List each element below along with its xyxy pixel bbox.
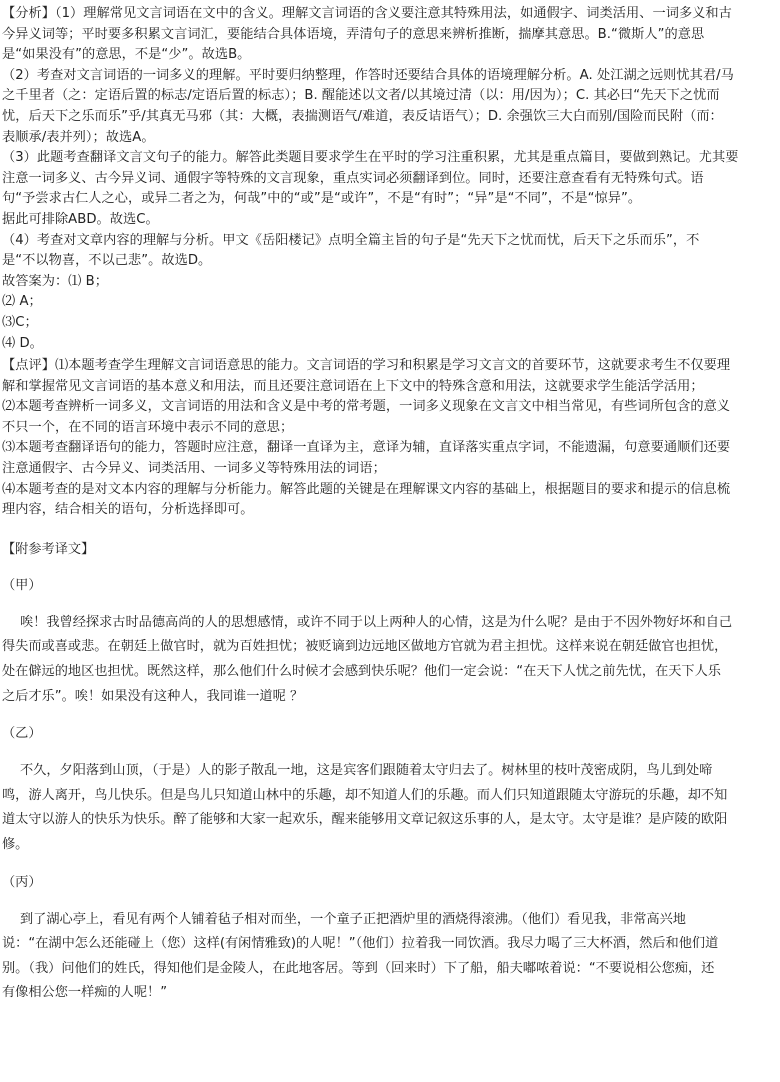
analysis-line: （3）此题考查翻译文言文句子的能力。解答此类题目要求学生在平时的学习注重积累，尤其是重点篇目，要做到熟记。尤其要 [2,150,739,166]
analysis-line: 是“如果没有”的意思，不是“少”。故选B。 [2,47,251,63]
analysis-line: 据此可排除ABD。故选C。 [2,211,159,227]
analysis-line: （4）考查对文章内容的理解与分析。甲文《岳阳楼记》点明全篇主旨的句子是“先天下之忧而忧，后天下之乐而乐”，不 [2,232,700,248]
review-line: ⑶本题考查翻译语句的能力，答题时应注意，翻译一直译为主，意译为辅，直译落实重点字词，不能遗漏，句意要通顺们还要 [2,440,731,456]
translation-line: 处在僻远的地区也担忧。既然这样，那么他们什么时候才会感到快乐呢？他们一定会说：“在天下人忧之前先忧，在天下人乐 [2,664,721,680]
analysis-line: 忧，后天下之乐而乐”乎/其真无马邪（其：大概，表揣测语气/难道，表反诘语气）；D. 余强饮三大白而别/国险而民附（而： [2,108,723,124]
section-label-jia: （甲） [2,577,42,593]
review-line: 【点评】⑴本题考查学生理解文言词语意思的能力。文言词语的学习和积累是学习文言文的首要环节，这就要求考生不仅要理 [2,358,731,374]
translation-line: 别。（我）问他们的姓氏，得知他们是金陵人，在此地客居。等到（回来时）下了船，船夫嘟哝着说：“不要说相公您痴，还 [2,960,715,976]
section-label-yi: （乙） [2,726,42,742]
review-line: 解和掌握常见文言词语的基本意义和用法，而且还要注意词语在上下文中的特殊含意和用法，这就要求学生能活学活用； [2,378,704,394]
review-line: 不只一个，在不同的语言环境中表示不同的意思； [2,419,294,435]
translation-line: 之后才乐”。唉！如果没有这种人，我同谁一道呢 ？ [2,688,304,704]
analysis-line: 是“不以物喜，不以己悲”。故选D。 [2,253,212,269]
review-block [2,356,772,521]
review-line: ⑷本题考查的是对文本内容的理解与分析能力。解答此题的关键是在理解课文内容的基础上，根据题目的要求和提示的信息梳 [2,481,731,497]
review-line: ⑵本题考查辨析一词多义，文言词语的用法和含义是中考的常考题，一词多义现象在文言文中相当常见，有些词所包含的意义 [2,399,731,415]
translation-line: 得失而或喜或悲。在朝廷上做官时，就为百姓担忧；被贬谪到边远地区做地方官就为君主担忧。这样来说在朝廷做官也担忧， [2,639,728,655]
analysis-line: 句“予尝求古仁人之心，或异二者之为，何哉”中的“或”是“或许”，不是“有时”；“异”是“不同”，不是“惊异”。 [2,191,642,207]
translation-line: 不久，夕阳落到山顶，（于是）人的影子散乱一地，这是宾客们跟随着太守归去了。树林里的枝叶茂密成阴，鸟儿到处啼 [20,763,713,779]
translation-line: 到了湖心亭上，看见有两个人铺着毡子相对而坐，一个童子正把酒炉里的酒烧得滚沸。（他们）看见我，非常高兴地 [20,911,686,927]
analysis-block [2,4,772,354]
answer-line: ⑶C； [2,314,38,330]
translation-line: 修。 [2,837,29,852]
answer-line: 故答案为：⑴ B； [2,273,109,289]
translation-line: 有像相公您一样痴的人呢！” [2,985,168,1001]
review-line: 理内容，结合相关的语句，分析选择即可。 [2,502,254,518]
analysis-line: 之千里者（之：定语后置的标志/定语后置的标志）；B. 醒能述以文者/以其境过清（以：用/因为）；C. 其必曰“先天下之忧而 [2,88,720,104]
analysis-line: 表顺承/表并列）；故选A。 [2,129,155,145]
translation-line: 唉！我曾经探求古时品德高尚的人的思想感情，或许不同于以上两种人的心情，这是为什么呢？是由于不因外物好坏和自己 [20,614,733,630]
analysis-line: （2）考查对文言词语的一词多义的理解。平时要归纳整理，作答时还要结合具体的语境理解分析。A. 处江湖之远则忧其君/马 [2,67,734,83]
translation-block [2,539,772,1006]
translation-line: 道太守以游人的快乐为快乐。醉了能够和大家一起欢乐，醒来能够用文章记叙这乐事的人，是太守。太守是谁？是庐陵的欧阳 [2,812,728,828]
analysis-line: 注意一词多义、古今异义词、通假字等特殊的文言现象，重点实词必须翻译到位。同时，还要注意查看有无特殊句式。语 [2,170,704,186]
answer-line: ⑵ A； [2,294,42,310]
review-line: 注意通假字、古今异义、词类活用、一词多义等特殊用法的词语； [2,461,386,477]
translation-line: 说：“在湖中怎么还能碰上（您）这样(有闲情雅致)的人呢！”（他们）拉着我一同饮酒。我尽力喝了三大杯酒，然后和他们道 [2,936,719,952]
section-label-bing: （丙） [2,874,42,890]
analysis-line: 今异义词等；平时要多积累文言词汇，要能结合具体语境，弄清句子的意思来辨析推断，揣摩其意思。B.“微斯人”的意思 [2,26,705,42]
answer-line: ⑷ D。 [2,335,43,351]
analysis-line: 【分析】（1）理解常见文言词语在文中的含义。理解文言词语的含义要注意其特殊用法，如通假字、词类活用、一词多义和古 [2,6,732,21]
translation-heading: 【附参考译文】 [2,541,95,557]
translation-line: 鸣，游人离开，鸟儿快乐。但是鸟儿只知道山林中的乐趣，却不知道人们的乐趣。而人们只知道跟随太守游玩的乐趣，却不知 [2,787,728,803]
